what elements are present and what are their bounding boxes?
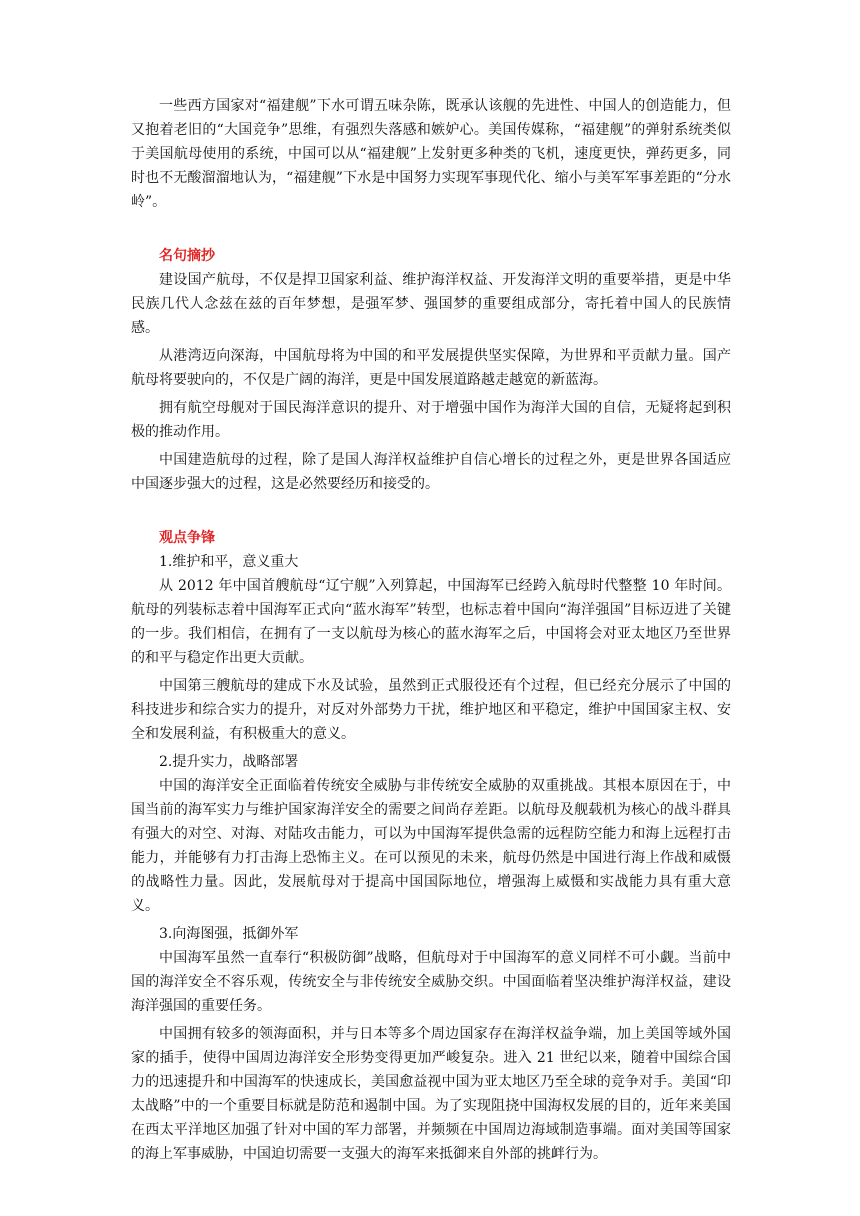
intro-paragraph: 一些西方国家对“福建舰”下水可谓五味杂陈，既承认该舰的先进性、中国人的创造能力，但又抱着老旧的“大国竞争”思维，有强烈失落感和嫉妒心。美国传媒称，“福建舰”的弹射系统类似于美国航母使用的系统，中国可以从“福建舰”上发射更多种类的飞机，速度更快，弹药更多，同时也不无酸溜溜地认为，“福建舰”下水是中国努力实现军事现代化、缩小与美军军事差距的“分水岭”。 <box>131 98 731 210</box>
section-paragraph: 中国的海洋安全正面临着传统安全威胁与非传统安全威胁的双重挑战。其根本原因在于，中国当前的海军实力与维护国家海洋安全的需要之间尚存差距。以航母及舰载机为核心的战斗群具有强大的对空、对海、对陆攻击能力，可以为中国海军提供急需的远程防空能力和海上远程打击能力，并能够有力打击海上恐怖主义。在可以预见的未来，航母仍然是中国进行海上作战和威慑的战略性力量。因此，发展航母对于提高中国国际地位，增强海上威慑和实战能力具有重大意义。 <box>131 778 731 914</box>
section-paragraph: 从 2012 年中国首艘航母“辽宁舰”入列算起，中国海军已经跨入航母时代整整 10 年时间。航母的列装标志着中国海军正式向“蓝水海军”转型，也标志着中国向“海洋强国”目标迈进了关键的一步。我们相信，在拥有了一支以航母为核心的蓝水海军之后，中国将会对亚太地区乃至世界的和平与稳定作出更大贡献。 <box>131 578 731 666</box>
section-title: 2.提升实力，战略部署 <box>159 754 299 770</box>
quote-paragraph: 中国建造航母的过程，除了是国人海洋权益维护自信心增长的过程之外，更是世界各国适应中国逐步强大的过程，这是必然要经历和接受的。 <box>131 452 731 492</box>
section-title: 1.维护和平，意义重大 <box>159 554 299 570</box>
section-title: 3.向海图强，抵御外军 <box>159 926 299 942</box>
quotes-heading: 名句摘抄 <box>159 248 215 264</box>
quote-paragraph: 拥有航空母舰对于国民海洋意识的提升、对于增强中国作为海洋大国的自信，无疑将起到积极的推动作用。 <box>131 400 731 440</box>
quote-paragraph: 从港湾迈向深海，中国航母将为中国的和平发展提供坚实保障，为世界和平贡献力量。国产航母将要驶向的，不仅是广阔的海洋，更是中国发展道路越走越宽的新蓝海。 <box>131 348 731 388</box>
document-page <box>131 94 731 1166</box>
section-paragraph: 中国拥有较多的领海面积，并与日本等多个周边国家存在海洋权益争端，加上美国等域外国家的插手，使得中国周边海洋安全形势变得更加严峻复杂。进入 21 世纪以来，随着中国综合国力的迅速提升和中国海军的快速成长，美国愈益视中国为亚太地区乃至全球的竞争对手。美国“印太战略”中的一个重要目标就是防范和遏制中国。为了实现阻挠中国海权发展的目的，近年来美国在西太平洋地区加强了针对中国的军力部署，并频频在中国周边海域制造事端。面对美国等国家的海上军事威胁，中国迫切需要一支强大的海军来抵御来自外部的挑衅行为。 <box>131 1026 731 1162</box>
section-paragraph: 中国海军虽然一直奉行“积极防御”战略，但航母对于中国海军的意义同样不可小觑。当前中国的海洋安全不容乐观，传统安全与非传统安全威胁交织。中国面临着坚决维护海洋权益，建设海洋强国的重要任务。 <box>131 950 731 1014</box>
quote-paragraph: 建设国产航母，不仅是捍卫国家利益、维护海洋权益、开发海洋文明的重要举措，更是中华民族几代人念兹在兹的百年梦想，是强军梦、强国梦的重要组成部分，寄托着中国人的民族情感。 <box>131 272 731 336</box>
viewpoints-heading: 观点争锋 <box>159 530 215 546</box>
section-paragraph: 中国第三艘航母的建成下水及试验，虽然到正式服役还有个过程，但已经充分展示了中国的科技进步和综合实力的提升，对反对外部势力干扰，维护地区和平稳定，维护中国国家主权、安全和发展利益，有积极重大的意义。 <box>131 678 731 742</box>
